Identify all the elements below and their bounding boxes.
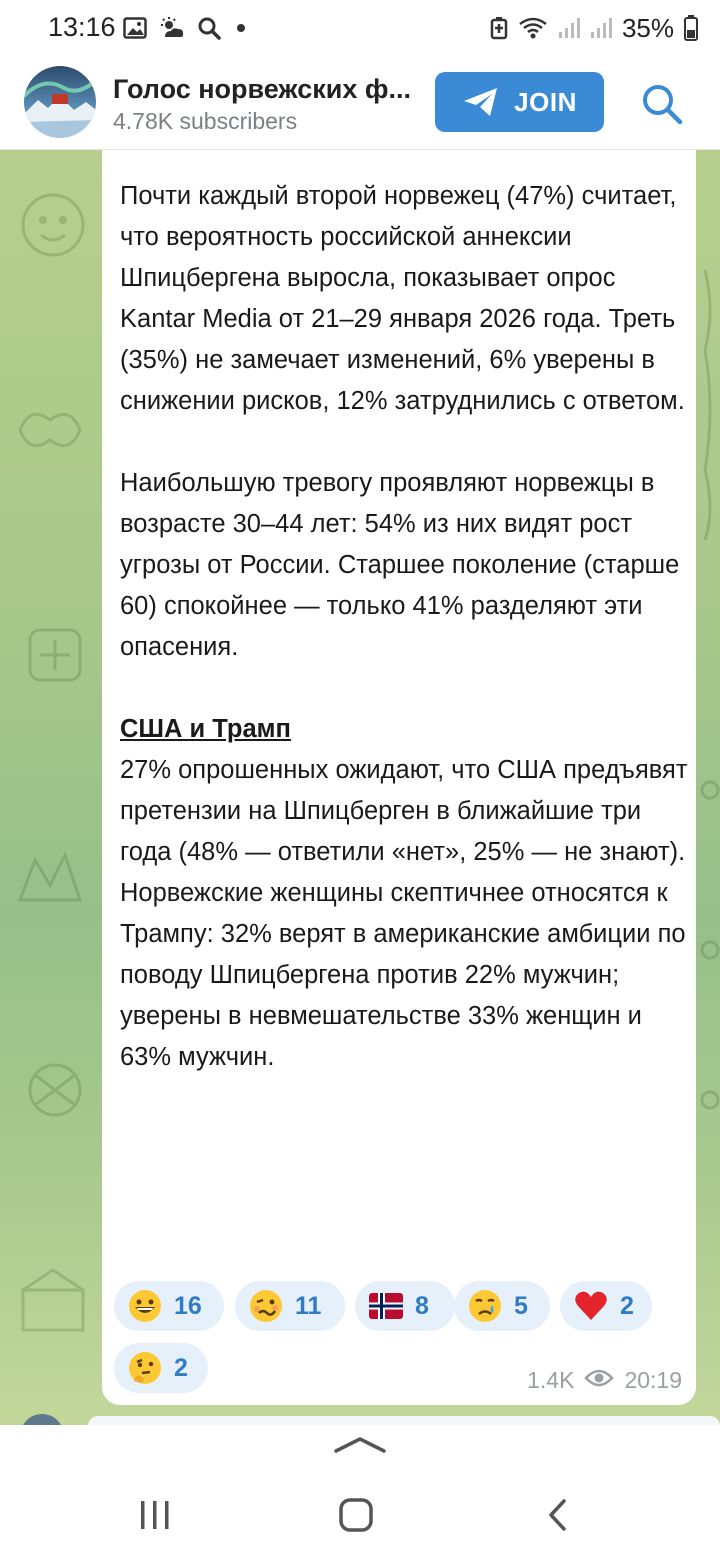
back-icon	[546, 1498, 570, 1537]
doodle-icon	[700, 250, 720, 550]
reaction-count: 11	[295, 1291, 322, 1320]
doodle-icon	[8, 180, 98, 270]
status-time: 13:16	[48, 12, 116, 42]
message-section-title: США и Трамп	[120, 715, 291, 743]
next-message-peek	[0, 1412, 720, 1426]
gallery-icon	[123, 17, 147, 39]
message-text	[120, 176, 690, 1078]
chevron-up-icon[interactable]	[332, 1433, 388, 1455]
recents-icon	[138, 1499, 172, 1536]
doodle-icon	[8, 1260, 98, 1350]
battery-saver-icon	[490, 16, 508, 40]
reaction-count: 2	[174, 1353, 188, 1382]
paper-plane-icon	[462, 86, 500, 118]
reaction-count: 16	[174, 1291, 202, 1320]
message-paragraph: Почти каждый второй норвежец (47%) считает, что вероятность российской аннексии Шпицбергена выросла, показывает опрос Kantar Media от 21–29 января 2026 года. Треть (35%) не замечает изменений, 6% уверены в снижении рисков, 12% затруднились с ответом.	[120, 182, 685, 415]
doodle-icon	[15, 1050, 95, 1130]
reaction-count: 8	[415, 1291, 429, 1320]
woozy-face-icon	[249, 1289, 283, 1323]
doodle-icon	[700, 750, 720, 1150]
weather-icon	[159, 17, 185, 39]
signal-icon	[590, 16, 612, 40]
status-system-icons	[490, 12, 698, 44]
doodle-icon	[5, 840, 95, 920]
doodle-icon	[20, 620, 90, 690]
wifi-icon	[518, 16, 548, 40]
eye-icon	[584, 1367, 614, 1394]
grinning-face-icon	[128, 1289, 162, 1323]
home-button[interactable]	[326, 1492, 386, 1542]
message-meta	[527, 1367, 682, 1394]
status-notification-icons	[123, 12, 249, 44]
dot-icon	[233, 20, 249, 36]
channel-header	[0, 56, 720, 150]
message-time: 20:19	[624, 1367, 682, 1393]
battery-percent: 35%	[621, 12, 674, 43]
thinking-face-icon	[128, 1351, 162, 1385]
norway-flag-icon	[369, 1289, 403, 1323]
recents-button[interactable]	[125, 1492, 185, 1542]
search-icon	[640, 113, 684, 130]
message-paragraph: 27% опрошенных ожидают, что США предъявят претензии на Шпицберген в ближайшие три года (48% — ответили «нет», 25% — не знают). Норвежские женщины скептичнее относятся к Трампу: 32% верят в американские амбиции по поводу Шпицбергена против 22% мужчин; уверены в невмешательстве 33% женщин и 63% мужчин.	[120, 756, 688, 1071]
reaction-heart[interactable]	[560, 1281, 652, 1331]
doodle-icon	[10, 400, 90, 460]
search-icon	[197, 16, 221, 40]
home-icon	[338, 1497, 374, 1538]
signal-icon	[558, 16, 580, 40]
message-paragraph: Наибольшую тревогу проявляют норвежцы в возрасте 30–44 лет: 54% из них видят рост угрозы от России. Старшее поколение (старше 60) спокойнее — только 41% разделяют эти опасения.	[120, 469, 680, 661]
reaction-count: 5	[514, 1291, 528, 1320]
reaction-count: 2	[620, 1291, 634, 1320]
red-heart-icon	[574, 1289, 608, 1323]
reaction-grinning[interactable]	[114, 1281, 224, 1331]
reaction-woozy[interactable]	[235, 1281, 345, 1331]
search-button[interactable]	[640, 82, 684, 126]
join-button[interactable]	[435, 72, 604, 132]
reaction-norway-flag[interactable]	[355, 1281, 455, 1331]
back-button[interactable]	[528, 1492, 588, 1542]
join-label: JOIN	[514, 86, 577, 117]
channel-title[interactable]: Голос норвежских ф...	[113, 74, 411, 104]
channel-avatar[interactable]	[24, 66, 96, 138]
subscriber-count: 4.78K subscribers	[113, 108, 298, 134]
status-bar	[0, 0, 720, 56]
view-count: 1.4K	[527, 1367, 575, 1393]
reaction-thinking[interactable]	[114, 1343, 208, 1393]
reaction-crying[interactable]	[454, 1281, 550, 1331]
crying-face-icon	[468, 1289, 502, 1323]
battery-icon	[684, 15, 698, 41]
